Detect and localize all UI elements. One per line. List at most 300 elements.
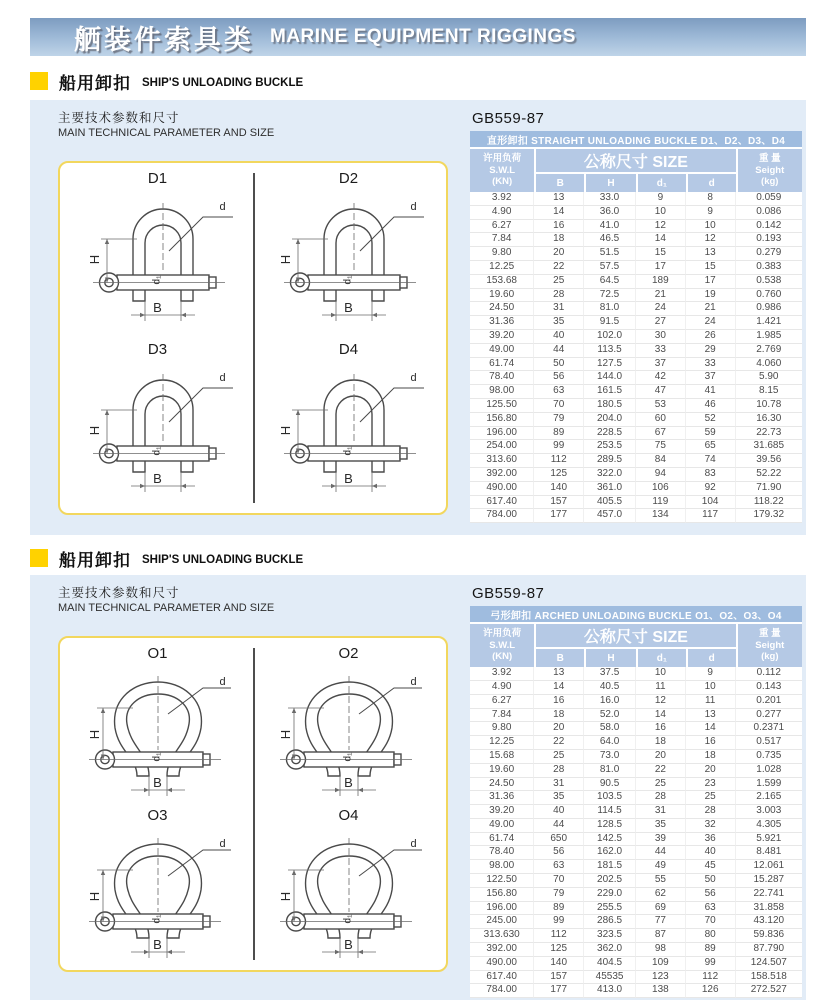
table-cell: 158.518: [736, 971, 802, 985]
diagram-quadrant: [62, 804, 253, 966]
table-cell: 4.305: [736, 819, 802, 833]
table-cell: 51.5: [584, 247, 636, 261]
table-cell: 289.5: [584, 454, 636, 468]
table-cell: 70: [686, 915, 736, 929]
table-cell: 4.90: [470, 681, 534, 695]
table-cell: 46.5: [584, 233, 636, 247]
table-row: [470, 736, 802, 750]
table-cell: 784.00: [470, 984, 534, 998]
table-row: [470, 778, 802, 792]
table-cell: 7.84: [470, 709, 534, 723]
table-cell: 39.20: [470, 330, 534, 344]
table-cell: 2.165: [736, 791, 802, 805]
col-header-h: H: [584, 172, 636, 192]
table-cell: 28: [534, 289, 584, 303]
figure-label: O3: [147, 807, 168, 825]
table-cell: 15.287: [736, 874, 802, 888]
table-cell: 70: [534, 399, 584, 413]
shackle-figure: [264, 662, 434, 802]
dim-label-d: d: [410, 838, 417, 851]
table-row: [470, 468, 802, 482]
table-cell: 16.30: [736, 413, 802, 427]
table-cell: 70: [534, 874, 584, 888]
table-row: [470, 984, 802, 998]
table-cell: 196.00: [470, 902, 534, 916]
table-cell: 98.00: [470, 860, 534, 874]
param-title-zh: 主要技术参数和尺寸: [58, 111, 180, 125]
table-cell: 0.760: [736, 289, 802, 303]
table-cell: 59: [686, 427, 736, 441]
table-cell: 11: [636, 681, 686, 695]
diagram-quadrant: [253, 642, 444, 804]
table-cell: 17: [686, 275, 736, 289]
table-cell: 10: [686, 681, 736, 695]
dim-label-d1: d₁: [341, 752, 353, 762]
table-cell: 16: [636, 722, 686, 736]
table-cell: 134: [636, 509, 686, 523]
table-cell: 49.00: [470, 819, 534, 833]
table-cell: 5.921: [736, 833, 802, 847]
table-row: [470, 316, 802, 330]
table-cell: 3.92: [470, 667, 534, 681]
table-cell: 0.201: [736, 695, 802, 709]
col-header-h: H: [584, 647, 636, 667]
table-body: [470, 192, 802, 523]
table-row: [470, 929, 802, 943]
dim-label-d1: d₁: [150, 914, 162, 924]
table-cell: 33.0: [584, 192, 636, 206]
table-cell: 1.599: [736, 778, 802, 792]
spec-table: [470, 131, 802, 523]
table-cell: 9: [686, 206, 736, 220]
table-cell: 37.5: [584, 667, 636, 681]
dim-label-h: H: [86, 425, 102, 436]
table-row: [470, 233, 802, 247]
table-cell: 81.0: [584, 302, 636, 316]
table-title: 直形卸扣 STRAIGHT UNLOADING BUCKLE D1、D2、D3、D4: [470, 131, 802, 147]
section-title-en: SHIP'S UNLOADING BUCKLE: [142, 554, 304, 567]
table-cell: 25: [686, 791, 736, 805]
dim-label-b: B: [344, 471, 353, 486]
table-cell: 52: [686, 413, 736, 427]
table-cell: 18: [534, 709, 584, 723]
table-cell: 12.25: [470, 736, 534, 750]
table-cell: 177: [534, 984, 584, 998]
table-cell: 650: [534, 833, 584, 847]
table-cell: 161.5: [584, 385, 636, 399]
table-cell: 114.5: [584, 805, 636, 819]
table-cell: 162.0: [584, 846, 636, 860]
figure-label: D1: [147, 170, 168, 187]
table-cell: 0.2371: [736, 722, 802, 736]
dim-label-d: d: [410, 676, 417, 689]
table-cell: 125.50: [470, 399, 534, 413]
table-cell: 156.80: [470, 413, 534, 427]
table-cell: 362.0: [584, 943, 636, 957]
table-cell: 118.22: [736, 496, 802, 510]
table-cell: 14: [636, 233, 686, 247]
table-cell: 144.0: [584, 371, 636, 385]
table-cell: 6.27: [470, 220, 534, 234]
parameter-column: [58, 108, 448, 523]
table-cell: 32: [686, 819, 736, 833]
table-cell: 0.517: [736, 736, 802, 750]
table-cell: 49: [636, 860, 686, 874]
table-cell: 14: [686, 722, 736, 736]
table-cell: 28: [636, 791, 686, 805]
table-cell: 20: [534, 722, 584, 736]
table-cell: 35: [534, 791, 584, 805]
diagram-grid: [62, 167, 444, 509]
table-cell: 78.40: [470, 371, 534, 385]
table-cell: 87.790: [736, 943, 802, 957]
table-cell: 245.00: [470, 915, 534, 929]
table-cell: 12: [686, 233, 736, 247]
table-cell: 92: [686, 482, 736, 496]
table-cell: 13: [534, 192, 584, 206]
table-cell: 31.36: [470, 791, 534, 805]
table-cell: 228.5: [584, 427, 636, 441]
table-cell: 45535: [584, 971, 636, 985]
table-cell: 22.73: [736, 427, 802, 441]
col-header-d1: d₁: [636, 172, 686, 192]
table-cell: 112: [686, 971, 736, 985]
section-title-en: SHIP'S UNLOADING BUCKLE: [142, 77, 304, 89]
table-cell: 128.5: [584, 819, 636, 833]
dim-label-b: B: [344, 300, 353, 315]
table-cell: 13: [686, 247, 736, 261]
table-cell: 41.0: [584, 220, 636, 234]
table-cell: 0.279: [736, 247, 802, 261]
table-cell: 0.193: [736, 233, 802, 247]
table-cell: 22: [636, 764, 686, 778]
diagram-panel: [58, 161, 448, 515]
table-cell: 36.0: [584, 206, 636, 220]
table-cell: 323.5: [584, 929, 636, 943]
table-cell: 157: [534, 496, 584, 510]
table-cell: 89: [534, 902, 584, 916]
dim-label-d1: d₁: [341, 446, 353, 456]
table-row: [470, 943, 802, 957]
table-cell: 1.028: [736, 764, 802, 778]
section-panel: [30, 100, 806, 535]
table-cell: 83: [686, 468, 736, 482]
table-cell: 24: [636, 302, 686, 316]
table-cell: 617.40: [470, 496, 534, 510]
table-cell: 181.5: [584, 860, 636, 874]
diagram-quadrant: [62, 167, 253, 338]
table-cell: 37: [636, 358, 686, 372]
table-cell: 13: [686, 709, 736, 723]
table-row: [470, 791, 802, 805]
figure-label: O1: [147, 645, 168, 663]
dim-label-b: B: [153, 300, 162, 315]
table-cell: 36: [686, 833, 736, 847]
table-cell: 125: [534, 943, 584, 957]
diagram-panel: [58, 636, 448, 972]
table-row: [470, 888, 802, 902]
table-cell: 457.0: [584, 509, 636, 523]
figure-label: O4: [338, 807, 359, 825]
table-cell: 64.0: [584, 736, 636, 750]
table-cell: 253.5: [584, 440, 636, 454]
table-row: [470, 902, 802, 916]
dim-label-d: d: [219, 372, 226, 384]
table-cell: 113.5: [584, 344, 636, 358]
dim-label-b: B: [344, 775, 353, 791]
table-cell: 56: [686, 888, 736, 902]
table-cell: 22: [534, 261, 584, 275]
table-cell: 119: [636, 496, 686, 510]
param-title-zh: 主要技术参数和尺寸: [58, 586, 180, 601]
table-cell: 142.5: [584, 833, 636, 847]
diagram-quadrant: [253, 804, 444, 966]
table-cell: 27: [636, 316, 686, 330]
table-cell: 0.986: [736, 302, 802, 316]
table-cell: 42: [636, 371, 686, 385]
table-cell: 33: [686, 358, 736, 372]
table-cell: 12.061: [736, 860, 802, 874]
diagram-grid: [62, 642, 444, 966]
table-cell: 63: [534, 385, 584, 399]
table-cell: 89: [686, 943, 736, 957]
table-cell: 112: [534, 454, 584, 468]
table-cell: 18: [534, 233, 584, 247]
table-cell: 25: [534, 275, 584, 289]
table-cell: 31.858: [736, 902, 802, 916]
shackle-figure: [264, 824, 434, 964]
dim-label-d: d: [219, 201, 226, 213]
table-row: [470, 722, 802, 736]
table-cell: 72.5: [584, 289, 636, 303]
table-cell: 47: [636, 385, 686, 399]
yellow-square-icon: [30, 549, 48, 567]
table-cell: 41: [686, 385, 736, 399]
table-cell: 157: [534, 971, 584, 985]
table-cell: 84: [636, 454, 686, 468]
table-cell: 40.5: [584, 681, 636, 695]
table-cell: 1.421: [736, 316, 802, 330]
table-cell: 45: [686, 860, 736, 874]
table-cell: 254.00: [470, 440, 534, 454]
table-cell: 104: [686, 496, 736, 510]
table-row: [470, 192, 802, 206]
table-cell: 10: [636, 206, 686, 220]
table-row: [470, 275, 802, 289]
table-cell: 43.120: [736, 915, 802, 929]
table-cell: 31: [636, 805, 686, 819]
table-cell: 0.383: [736, 261, 802, 275]
table-cell: 61.74: [470, 358, 534, 372]
table-cell: 122.50: [470, 874, 534, 888]
table-cell: 53: [636, 399, 686, 413]
table-row: [470, 385, 802, 399]
table-cell: 140: [534, 957, 584, 971]
table-row: [470, 247, 802, 261]
table-cell: 39.56: [736, 454, 802, 468]
table-cell: 0.143: [736, 681, 802, 695]
table-row: [470, 344, 802, 358]
table-cell: 405.5: [584, 496, 636, 510]
banner-title-en: MARINE EQUIPMENT RIGGINGS: [270, 26, 576, 47]
figure-label: D3: [147, 341, 168, 358]
table-cell: 413.0: [584, 984, 636, 998]
table-cell: 784.00: [470, 509, 534, 523]
col-header-weight: 重 量 Seight (kg): [736, 147, 802, 192]
table-cell: 9: [686, 667, 736, 681]
table-cell: 89: [534, 427, 584, 441]
table-cell: 98.00: [470, 385, 534, 399]
table-cell: 94: [636, 468, 686, 482]
table-cell: 112: [534, 929, 584, 943]
table-cell: 26: [686, 330, 736, 344]
dim-label-b: B: [153, 471, 162, 486]
table-cell: 15: [636, 247, 686, 261]
table-cell: 361.0: [584, 482, 636, 496]
dim-label-d: d: [410, 372, 417, 384]
dim-label-d1: d₁: [341, 914, 353, 924]
table-row: [470, 709, 802, 723]
table-cell: 0.142: [736, 220, 802, 234]
table-cell: 0.112: [736, 667, 802, 681]
diagram-quadrant: [253, 338, 444, 509]
table-cell: 4.90: [470, 206, 534, 220]
table-cell: 103.5: [584, 791, 636, 805]
table-cell: 5.90: [736, 371, 802, 385]
table-cell: 61.74: [470, 833, 534, 847]
table-cell: 24: [686, 316, 736, 330]
table-cell: 60: [636, 413, 686, 427]
table-cell: 90.5: [584, 778, 636, 792]
table-cell: 229.0: [584, 888, 636, 902]
table-cell: 63: [686, 902, 736, 916]
table-cell: 75: [636, 440, 686, 454]
table-cell: 0.735: [736, 750, 802, 764]
param-title-en: MAIN TECHNICAL PARAMETER AND SIZE: [58, 602, 275, 615]
table-cell: 29: [686, 344, 736, 358]
dim-label-b: B: [153, 775, 162, 791]
section-title-zh: 船用卸扣: [59, 73, 131, 93]
table-cell: 22: [534, 736, 584, 750]
table-cell: 617.40: [470, 971, 534, 985]
table-row: [470, 667, 802, 681]
dim-label-h: H: [277, 254, 293, 265]
table-cell: 16: [534, 220, 584, 234]
dim-label-d1: d₁: [150, 446, 162, 456]
table-cell: 15: [686, 261, 736, 275]
table-row: [470, 220, 802, 234]
table-row: [470, 915, 802, 929]
table-cell: 9.80: [470, 722, 534, 736]
table-row: [470, 509, 802, 523]
table-cell: 1.985: [736, 330, 802, 344]
table-cell: 313.630: [470, 929, 534, 943]
table-cell: 4.060: [736, 358, 802, 372]
table-cell: 35: [534, 316, 584, 330]
table-cell: 74: [686, 454, 736, 468]
col-header-swl: 许用负荷 S.W.L (KN): [470, 147, 534, 192]
col-header-d: d: [686, 647, 736, 667]
table-cell: 404.5: [584, 957, 636, 971]
table-cell: 21: [636, 289, 686, 303]
table-row: [470, 302, 802, 316]
table-cell: 19.60: [470, 764, 534, 778]
table-cell: 179.32: [736, 509, 802, 523]
table-cell: 10: [636, 667, 686, 681]
table-row: [470, 206, 802, 220]
table-cell: 23: [686, 778, 736, 792]
figure-label: D4: [338, 341, 359, 358]
table-cell: 140: [534, 482, 584, 496]
table-cell: 16.0: [584, 695, 636, 709]
banner-title-zh: 舾装件索具类: [74, 24, 254, 55]
yellow-square-icon: [30, 72, 48, 90]
table-cell: 127.5: [584, 358, 636, 372]
dim-label-h: H: [277, 891, 293, 902]
table-cell: 37: [686, 371, 736, 385]
table-cell: 65: [686, 440, 736, 454]
dim-label-h: H: [86, 729, 102, 740]
table-cell: 67: [636, 427, 686, 441]
table-cell: 21: [686, 302, 736, 316]
figure-label: O2: [338, 645, 359, 663]
table-row: [470, 427, 802, 441]
table-cell: 0.538: [736, 275, 802, 289]
table-cell: 18: [686, 750, 736, 764]
table-cell: 17: [636, 261, 686, 275]
dim-label-d: d: [410, 201, 417, 213]
table-cell: 99: [534, 440, 584, 454]
table-cell: 91.5: [584, 316, 636, 330]
table-cell: 15.68: [470, 750, 534, 764]
table-row: [470, 681, 802, 695]
table-cell: 79: [534, 413, 584, 427]
table-row: [470, 261, 802, 275]
table-row: [470, 860, 802, 874]
table-cell: 71.90: [736, 482, 802, 496]
table-cell: 63: [534, 860, 584, 874]
table-cell: 9.80: [470, 247, 534, 261]
table-cell: 20: [534, 247, 584, 261]
table-cell: 20: [636, 750, 686, 764]
table-cell: 117: [686, 509, 736, 523]
table-cell: 77: [636, 915, 686, 929]
table-cell: 46: [686, 399, 736, 413]
table-row: [470, 833, 802, 847]
table-cell: 28: [534, 764, 584, 778]
shackle-figure: [73, 187, 243, 327]
table-cell: 0.059: [736, 192, 802, 206]
table-cell: 57.5: [584, 261, 636, 275]
col-header-d1: d₁: [636, 647, 686, 667]
dim-label-d1: d₁: [150, 752, 162, 762]
table-row: [470, 496, 802, 510]
dim-label-d: d: [219, 676, 226, 689]
table-cell: 19.60: [470, 289, 534, 303]
col-header-weight: 重 量 Seight (kg): [736, 622, 802, 667]
table-cell: 49.00: [470, 344, 534, 358]
table-cell: 52.0: [584, 709, 636, 723]
table-cell: 8.481: [736, 846, 802, 860]
table-cell: 80: [686, 929, 736, 943]
table-cell: 126: [686, 984, 736, 998]
table-cell: 31.36: [470, 316, 534, 330]
table-row: [470, 371, 802, 385]
table-cell: 20: [686, 764, 736, 778]
table-cell: 35: [636, 819, 686, 833]
table-cell: 202.5: [584, 874, 636, 888]
dim-label-h: H: [86, 254, 102, 265]
